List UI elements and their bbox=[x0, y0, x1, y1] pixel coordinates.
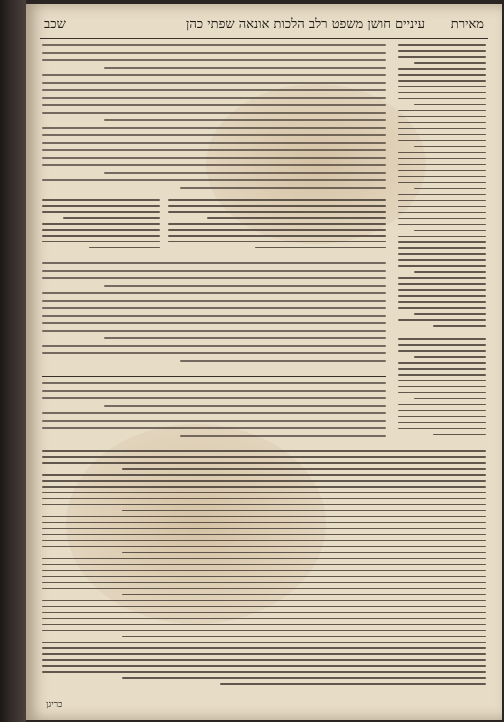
text-line bbox=[42, 235, 160, 237]
text-line bbox=[398, 158, 486, 160]
text-line bbox=[122, 510, 486, 512]
text-line bbox=[398, 289, 486, 291]
text-line bbox=[42, 112, 386, 114]
inner-commentary-right bbox=[168, 199, 386, 257]
text-line bbox=[398, 68, 486, 70]
text-line bbox=[414, 356, 486, 358]
text-line bbox=[104, 67, 386, 69]
running-header bbox=[36, 14, 492, 36]
text-line bbox=[42, 157, 386, 159]
text-line bbox=[122, 468, 486, 470]
text-line bbox=[42, 576, 486, 578]
lower-side-column bbox=[398, 338, 486, 444]
text-line bbox=[42, 205, 160, 207]
text-line bbox=[42, 352, 386, 354]
text-line bbox=[398, 182, 486, 184]
text-line bbox=[398, 200, 486, 202]
text-line bbox=[398, 92, 486, 94]
text-line bbox=[42, 199, 160, 201]
text-line bbox=[42, 647, 486, 649]
text-line bbox=[42, 474, 486, 476]
text-line bbox=[42, 300, 386, 302]
text-line bbox=[89, 247, 160, 249]
upper-main-text bbox=[42, 44, 386, 194]
text-line bbox=[42, 307, 386, 309]
text-line bbox=[168, 241, 386, 243]
text-line bbox=[398, 116, 486, 118]
text-line bbox=[398, 86, 486, 88]
text-line bbox=[398, 218, 486, 220]
text-line bbox=[42, 606, 486, 608]
text-line bbox=[398, 410, 486, 412]
text-line bbox=[398, 170, 486, 172]
text-line bbox=[42, 659, 486, 661]
bottom-commentary-block bbox=[42, 450, 486, 690]
text-line bbox=[398, 362, 486, 364]
text-line bbox=[433, 325, 486, 327]
text-line bbox=[398, 152, 486, 154]
text-line bbox=[42, 315, 386, 317]
text-line bbox=[398, 224, 486, 226]
text-line bbox=[42, 397, 386, 399]
text-line bbox=[122, 594, 486, 596]
text-line bbox=[42, 97, 386, 99]
text-line bbox=[42, 498, 486, 500]
text-line bbox=[42, 618, 486, 620]
text-line bbox=[398, 392, 486, 394]
text-line bbox=[398, 344, 486, 346]
text-line bbox=[220, 683, 486, 685]
text-line bbox=[42, 345, 386, 347]
text-line bbox=[42, 600, 486, 602]
text-line bbox=[180, 435, 386, 437]
text-line bbox=[42, 534, 486, 536]
text-line bbox=[42, 44, 386, 46]
text-line bbox=[104, 337, 386, 339]
text-line bbox=[42, 270, 386, 272]
text-line bbox=[42, 142, 386, 144]
text-line bbox=[104, 285, 386, 287]
text-line bbox=[42, 528, 486, 530]
text-line bbox=[42, 522, 486, 524]
text-line bbox=[42, 642, 486, 644]
text-line bbox=[414, 146, 486, 148]
text-line bbox=[398, 386, 486, 388]
header-commentary-name: מאירת bbox=[450, 17, 484, 32]
text-line bbox=[398, 134, 486, 136]
text-line bbox=[398, 74, 486, 76]
text-line bbox=[42, 420, 386, 422]
text-line bbox=[398, 56, 486, 58]
text-line bbox=[414, 313, 486, 315]
text-line bbox=[42, 653, 486, 655]
lower-text-left bbox=[42, 382, 386, 444]
text-line bbox=[42, 588, 486, 590]
text-line bbox=[42, 570, 486, 572]
text-line bbox=[42, 450, 486, 452]
catchword: כריגן bbox=[46, 700, 63, 710]
text-line bbox=[42, 504, 486, 506]
text-line bbox=[398, 44, 486, 46]
text-line bbox=[398, 338, 486, 340]
text-line bbox=[42, 630, 486, 632]
text-line bbox=[42, 456, 486, 458]
text-line bbox=[42, 612, 486, 614]
text-line bbox=[398, 206, 486, 208]
text-line bbox=[398, 128, 486, 130]
text-line bbox=[122, 552, 486, 554]
text-line bbox=[42, 82, 386, 84]
side-commentary-column bbox=[398, 44, 486, 334]
middle-text-block bbox=[42, 262, 386, 374]
text-line bbox=[42, 134, 386, 136]
text-line bbox=[42, 558, 486, 560]
text-line bbox=[42, 292, 386, 294]
text-line bbox=[398, 98, 486, 100]
text-line bbox=[42, 665, 486, 667]
text-line bbox=[398, 236, 486, 238]
text-line bbox=[398, 350, 486, 352]
text-line bbox=[42, 211, 160, 213]
text-line bbox=[42, 89, 386, 91]
text-line bbox=[398, 194, 486, 196]
text-line bbox=[398, 428, 486, 430]
text-line bbox=[414, 230, 486, 232]
text-line bbox=[398, 80, 486, 82]
text-line bbox=[42, 241, 160, 243]
text-line bbox=[414, 271, 486, 273]
text-line bbox=[42, 382, 386, 384]
text-line bbox=[168, 229, 386, 231]
text-line bbox=[398, 301, 486, 303]
text-line bbox=[168, 223, 386, 225]
text-line bbox=[398, 307, 486, 309]
text-line bbox=[42, 104, 386, 106]
text-line bbox=[42, 52, 386, 54]
header-title: עיניים חושן משפט רלב הלכות אונאה שפתי כהן bbox=[186, 17, 425, 32]
text-line bbox=[398, 277, 486, 279]
text-line bbox=[398, 247, 486, 249]
text-line bbox=[168, 211, 386, 213]
text-line bbox=[104, 405, 386, 407]
text-line bbox=[398, 374, 486, 376]
text-line bbox=[255, 247, 386, 249]
text-line bbox=[42, 277, 386, 279]
text-line bbox=[42, 462, 486, 464]
text-line bbox=[104, 119, 386, 121]
text-line bbox=[42, 59, 386, 61]
text-line bbox=[398, 140, 486, 142]
text-line bbox=[42, 546, 486, 548]
text-line bbox=[398, 176, 486, 178]
text-line bbox=[42, 480, 486, 482]
text-line bbox=[42, 322, 386, 324]
text-line bbox=[42, 74, 386, 76]
text-line bbox=[398, 110, 486, 112]
text-line bbox=[42, 223, 160, 225]
text-line bbox=[398, 122, 486, 124]
text-line bbox=[42, 412, 386, 414]
text-line bbox=[104, 172, 386, 174]
text-line bbox=[398, 319, 486, 321]
text-line bbox=[414, 398, 486, 400]
text-line bbox=[42, 540, 486, 542]
text-line bbox=[398, 265, 486, 267]
book-page bbox=[26, 4, 502, 720]
text-line bbox=[168, 199, 386, 201]
text-line bbox=[398, 416, 486, 418]
text-line bbox=[42, 582, 486, 584]
inner-commentary-left bbox=[42, 199, 160, 257]
text-line bbox=[42, 262, 386, 264]
header-page-number: שכב bbox=[44, 17, 66, 32]
text-line bbox=[414, 62, 486, 64]
text-line bbox=[42, 149, 386, 151]
text-line bbox=[180, 360, 386, 362]
text-line bbox=[168, 235, 386, 237]
header-rule bbox=[40, 38, 488, 39]
text-line bbox=[398, 380, 486, 382]
text-line bbox=[42, 330, 386, 332]
text-line bbox=[414, 188, 486, 190]
text-line bbox=[398, 253, 486, 255]
text-line bbox=[398, 164, 486, 166]
text-line bbox=[42, 516, 486, 518]
text-line bbox=[433, 434, 486, 436]
text-line bbox=[398, 404, 486, 406]
text-line bbox=[42, 164, 386, 166]
text-line bbox=[42, 427, 386, 429]
text-line bbox=[398, 50, 486, 52]
text-line bbox=[398, 259, 486, 261]
text-line bbox=[398, 241, 486, 243]
text-line bbox=[414, 104, 486, 106]
text-line bbox=[42, 492, 486, 494]
text-line bbox=[42, 486, 486, 488]
text-line bbox=[122, 677, 486, 679]
text-line bbox=[42, 390, 386, 392]
text-line bbox=[42, 229, 160, 231]
text-line bbox=[122, 636, 486, 638]
text-line bbox=[42, 564, 486, 566]
text-line bbox=[207, 217, 386, 219]
text-line bbox=[398, 295, 486, 297]
text-line bbox=[180, 187, 386, 189]
text-line bbox=[398, 212, 486, 214]
text-line bbox=[398, 283, 486, 285]
text-line bbox=[42, 624, 486, 626]
text-line bbox=[42, 179, 386, 181]
text-line bbox=[42, 671, 486, 673]
book-binding-edge bbox=[0, 0, 26, 722]
text-line bbox=[63, 217, 160, 219]
text-line bbox=[398, 368, 486, 370]
text-line bbox=[398, 422, 486, 424]
section-rule bbox=[42, 376, 386, 377]
text-line bbox=[168, 205, 386, 207]
text-line bbox=[42, 127, 386, 129]
